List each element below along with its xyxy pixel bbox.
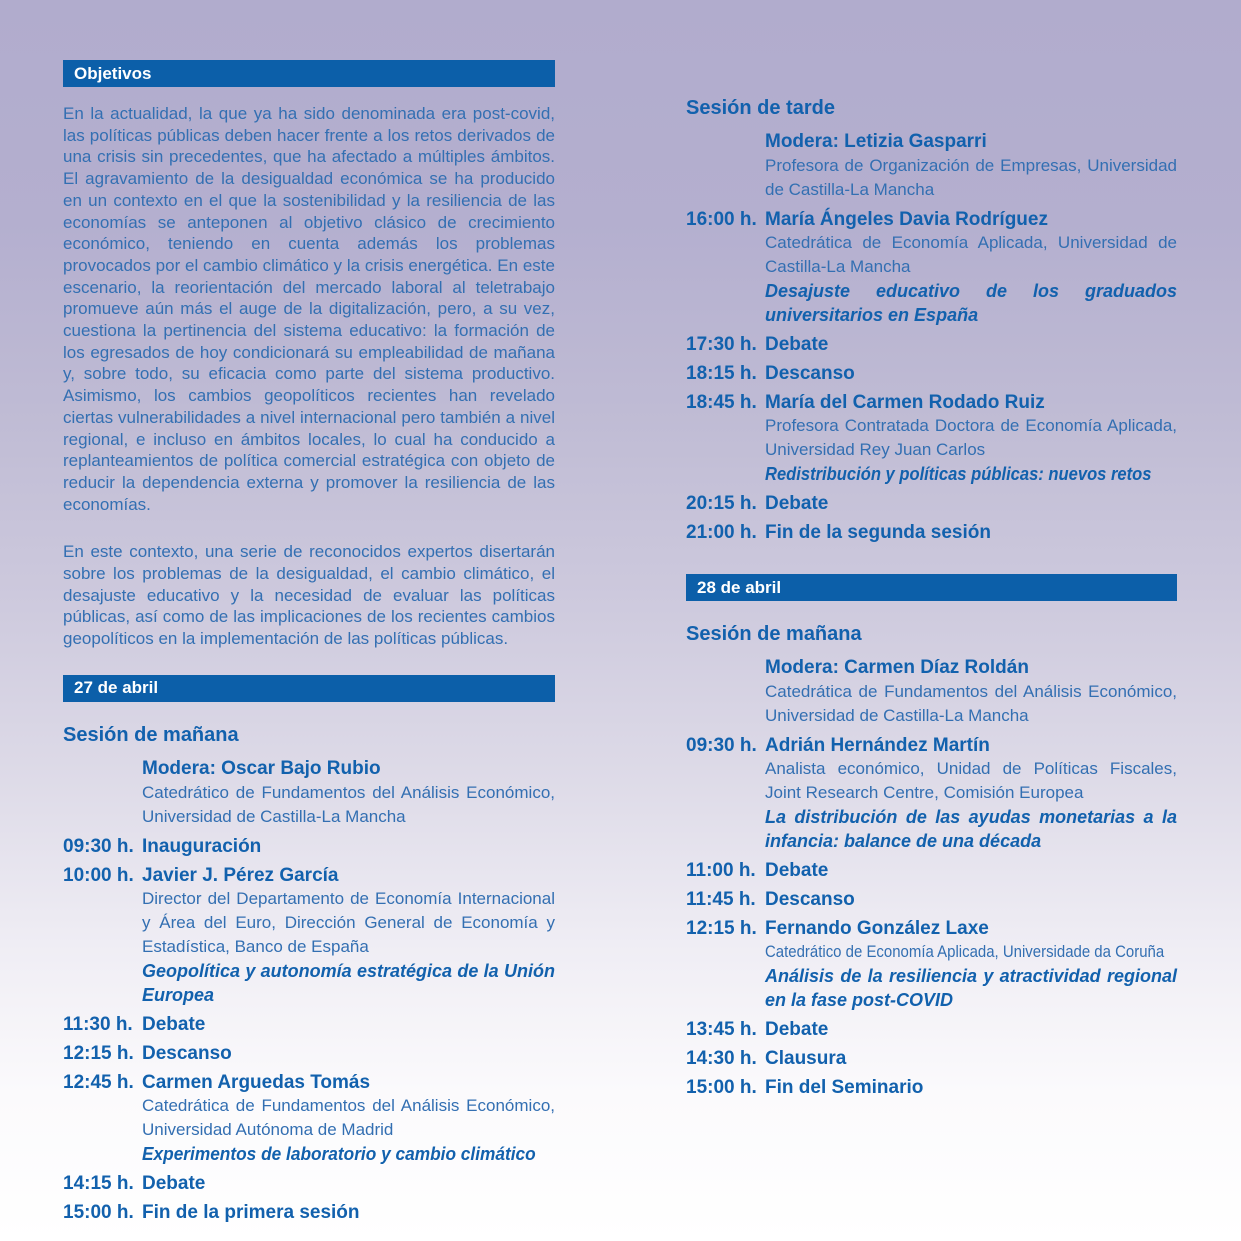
speaker-affiliation: Catedrático de Economía Aplicada, Universidade da Coruña — [765, 942, 1165, 961]
schedule-item — [686, 1048, 1177, 1070]
date-bar-label: 27 de abril — [74, 678, 159, 698]
session-heading-morning-27: Sesión de mañana — [63, 723, 239, 746]
moderator-affiliation: Catedrático de Fundamentos del Análisis Económico, Universidad de Castilla-La Mancha — [142, 782, 555, 826]
schedule-title: Debate — [765, 860, 829, 881]
schedule-item — [686, 334, 1177, 356]
right-column — [686, 0, 1177, 1099]
schedule-time: 16:00 h. — [686, 209, 757, 230]
schedule-item — [63, 836, 555, 858]
objetivos-header-bar — [63, 60, 555, 87]
moderator-block — [686, 129, 1177, 202]
date-bar-28-abril — [686, 574, 1177, 601]
schedule-time: 10:00 h. — [63, 864, 134, 886]
speaker-affiliation: Catedrática de Economía Aplicada, Universidad de Castilla-La Mancha — [765, 233, 1177, 276]
schedule-time: 14:30 h. — [686, 1048, 757, 1069]
moderator-affiliation: Catedrática de Fundamentos del Análisis Económico, Universidad de Castilla-La Mancha — [765, 682, 1177, 725]
schedule-item — [63, 865, 555, 1007]
speaker-affiliation: Director del Departamento de Economía Internacional y Área del Euro, Dirección General de Economía y Estadística, Banco de España — [142, 888, 555, 956]
speaker-name: Fernando González Laxe — [765, 918, 989, 939]
talk-title: Experimentos de laboratorio y cambio climático — [142, 1143, 536, 1164]
schedule-time: 15:00 h. — [686, 1077, 757, 1098]
schedule-time: 09:30 h. — [63, 835, 134, 857]
moderator-name: Modera: Letizia Gasparri — [765, 131, 987, 152]
talk-title: La distribución de las ayudas monetarias a la infancia: balance de una década — [765, 807, 1177, 851]
schedule-title: Descanso — [765, 889, 855, 910]
moderator-name: Modera: Carmen Díaz Roldán — [765, 657, 1029, 678]
speaker-name: María Ángeles Davia Rodríguez — [765, 209, 1048, 230]
moderator-name: Modera: Oscar Bajo Rubio — [142, 757, 381, 779]
date-bar-label: 28 de abril — [697, 577, 782, 597]
schedule-item — [63, 1043, 555, 1065]
schedule-time: 18:45 h. — [686, 392, 757, 413]
moderator-block — [63, 756, 555, 829]
schedule-item — [686, 1077, 1177, 1099]
schedule-item — [63, 1072, 555, 1166]
schedule-title: Clausura — [765, 1048, 847, 1069]
schedule-time: 11:45 h. — [686, 889, 756, 910]
schedule-title: Inauguración — [142, 835, 262, 857]
speaker-affiliation: Profesora Contratada Doctora de Economía Aplicada, Universidad Rey Juan Carlos — [765, 416, 1177, 459]
schedule-time: 12:15 h. — [686, 918, 757, 939]
schedule-time: 21:00 h. — [686, 522, 757, 543]
objetivos-header-label: Objetivos — [74, 63, 152, 83]
speaker-name: Adrián Hernández Martín — [765, 735, 990, 756]
date-bar-27-abril — [63, 675, 555, 702]
schedule-time: 18:15 h. — [686, 363, 757, 384]
talk-title: Desajuste educativo de los graduados universitarios en España — [765, 281, 1177, 325]
speaker-affiliation: Catedrática de Fundamentos del Análisis Económico, Universidad Autónoma de Madrid — [142, 1095, 555, 1139]
talk-title: Análisis de la resiliencia y atractividad regional en la fase post-COVID — [765, 966, 1177, 1010]
schedule-time: 17:30 h. — [686, 334, 757, 355]
session-heading-afternoon-27: Sesión de tarde — [686, 97, 835, 119]
schedule-item — [686, 209, 1177, 327]
speaker-name: Carmen Arguedas Tomás — [142, 1071, 371, 1093]
schedule-title: Debate — [765, 493, 829, 514]
schedule-time: 12:15 h. — [63, 1042, 134, 1064]
schedule-time: 20:15 h. — [686, 493, 757, 514]
schedule-item — [63, 1014, 555, 1036]
schedule-item — [686, 522, 1177, 544]
talk-title: Redistribución y políticas públicas: nuevos retos — [765, 464, 1152, 484]
intro-paragraph-2: En este contexto, una serie de reconocidos expertos disertarán sobre los problemas de la desigualdad, el cambio climático, el desajuste educativo y la necesidad de evaluar las políticas públicas, así como de las implicaciones de los recientes cambios geopolíticos en la implementación de las políticas públicas. — [63, 542, 555, 649]
schedule-title: Debate — [765, 1019, 829, 1040]
moderator-block — [686, 655, 1177, 728]
schedule-title: Fin del Seminario — [765, 1077, 924, 1098]
schedule-title: Fin de la primera sesión — [142, 1201, 360, 1223]
schedule-time: 11:30 h. — [63, 1013, 133, 1035]
talk-title: Geopolítica y autonomía estratégica de la Unión Europea — [142, 960, 555, 1005]
schedule-item — [686, 392, 1177, 486]
schedule-time: 11:00 h. — [686, 860, 756, 881]
schedule-title: Debate — [142, 1172, 206, 1194]
schedule-item — [686, 363, 1177, 385]
speaker-affiliation: Analista económico, Unidad de Políticas Fiscales, Joint Research Centre, Comisión Europea — [765, 759, 1177, 802]
schedule-item — [63, 1173, 555, 1195]
schedule-title: Fin de la segunda sesión — [765, 522, 991, 543]
left-column — [63, 0, 555, 1224]
schedule-item — [686, 889, 1177, 911]
schedule-item — [686, 918, 1177, 1012]
schedule-time: 13:45 h. — [686, 1019, 757, 1040]
speaker-name: María del Carmen Rodado Ruiz — [765, 392, 1045, 413]
schedule-time: 12:45 h. — [63, 1071, 134, 1093]
schedule-title: Debate — [765, 334, 829, 355]
schedule-title: Descanso — [142, 1042, 232, 1064]
speaker-name: Javier J. Pérez García — [142, 864, 339, 886]
intro-paragraph-1: En la actualidad, la que ya ha sido denominada era post-covid, las políticas públicas deben hacer frente a los retos derivados de una crisis sin precedentes, que ha afectado a múltiples ámbitos. El agravamiento de la desigualdad económica se ha producido en un contexto en el que la sostenibilidad y la resiliencia de las economías se anteponen al objetivo clásico de crecimiento económico, teniendo en cuenta además los problemas provocados por el cambio climático y la crisis energética. En este escenario, la reorientación del mercado laboral al teletrabajo promueve aún más el auge de la digitalización, pero, a su vez, cuestiona la pertinencia del sistema educativo: la formación de los egresados de hoy condicionará su empleabilidad de mañana y, sobre todo, su eficacia como parte del sistema productivo. Asimismo, los cambios geopolíticos recientes han revelado ciertas vulnerabilidades a nivel internacional pero también a nivel regional, e incluso en ámbitos locales, lo cual ha conducido a replanteamientos de política comercial estratégica con objeto de reducir la dependencia externa y promover la resiliencia de las economías. — [63, 104, 555, 514]
schedule-time: 14:15 h. — [63, 1172, 134, 1194]
schedule-item — [686, 860, 1177, 882]
schedule-title: Descanso — [765, 363, 855, 384]
session-heading-morning-28: Sesión de mañana — [686, 623, 862, 645]
schedule-item — [686, 735, 1177, 853]
schedule-item — [686, 493, 1177, 515]
schedule-time: 15:00 h. — [63, 1201, 134, 1223]
schedule-title: Debate — [142, 1013, 206, 1035]
schedule-item — [63, 1202, 555, 1224]
schedule-item — [686, 1019, 1177, 1041]
moderator-affiliation: Profesora de Organización de Empresas, Universidad de Castilla-La Mancha — [765, 156, 1177, 199]
schedule-time: 09:30 h. — [686, 735, 757, 756]
